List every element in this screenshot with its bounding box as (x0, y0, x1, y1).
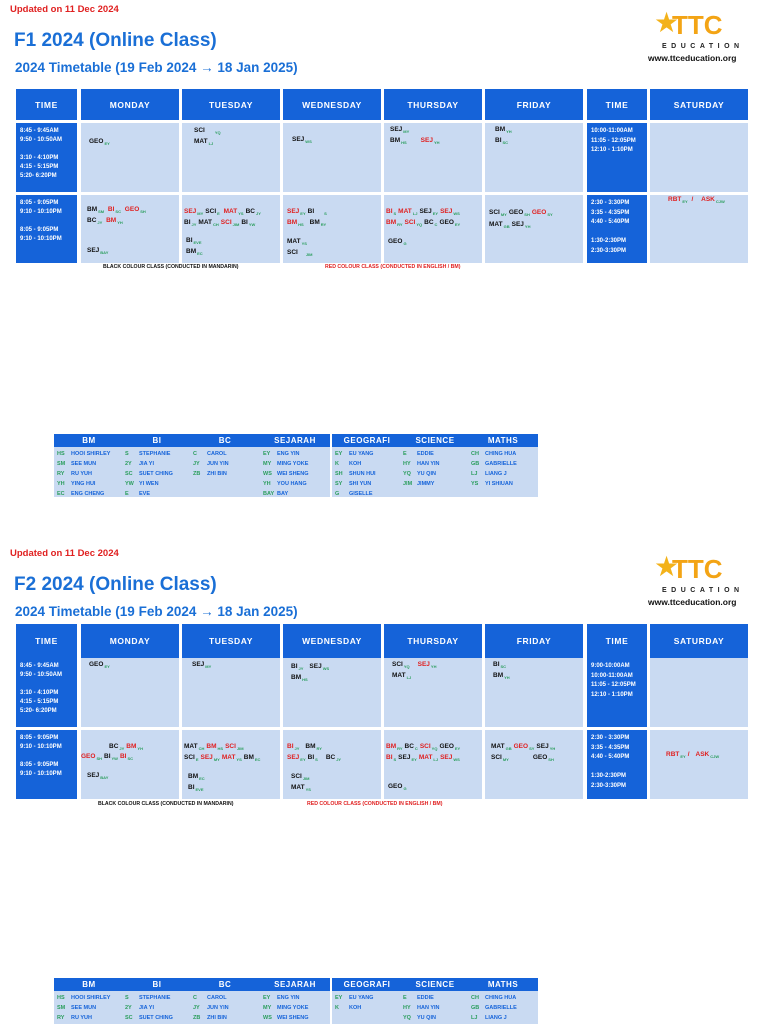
note-mandarin: BLACK COLOUR CLASS (CONDUCTED IN MANDARIN) (103, 264, 239, 270)
header-saturday: SATURDAY (650, 89, 748, 120)
header-time-sat: TIME (587, 89, 647, 120)
note-english-bm: RED COLOUR CLASS (CONDUCTED IN ENGLISH / BM) (307, 801, 443, 807)
header-tuesday: TUESDAY (182, 89, 280, 120)
legend-col-bi: BI S STEPHANIE 2Y JIA YI SC SUET CHING (122, 978, 192, 1024)
cell-sat-1 (650, 658, 748, 727)
note-mandarin: BLACK COLOUR CLASS (CONDUCTED IN MANDARIN) (98, 801, 234, 807)
note-english-bm: RED COLOUR CLASS (CONDUCTED IN ENGLISH / BM) (325, 264, 461, 270)
page-subtitle: 2024 Timetable (19 Feb 2024 → 18 Jan 2025) (15, 604, 298, 619)
header-time-sat: TIME (587, 624, 647, 658)
legend-col-science: SCIENCE E EDDIE HY HAN YIN YQ YU QIN (400, 978, 470, 1024)
legend-col-bc: BC C CAROL JY JUN YIN ZB ZHI BIN (190, 978, 260, 1024)
cell-mon-2: $BM_{SM}$ $BI_{SC}$ $GEO_{SH}$ $BC_{JY}$ $BM_{YH}$ $SEJ_{BAY}$ (81, 195, 179, 263)
cell-wed-2: $BI_{JY}$ $BM_{RY}$ $SEJ_{EY}$ $BI_S$ $BC_{JY}$ $SCI_{JIM}$ $MAT_{YS}$ (283, 730, 381, 799)
header-thursday: THURSDAY (384, 624, 482, 658)
header-time: TIME (16, 89, 77, 120)
legend-col-science: SCIENCE E EDDIE HY HAN YIN YQ YU QIN JIM JIMMY (400, 434, 470, 497)
cell-thu-1: $SCI_{YQ}$ $SEJ_{YH}$ $MAT_{LJ}$ (384, 658, 482, 727)
header-wednesday: WEDNESDAY (283, 624, 381, 658)
legend-col-geografi: GEOGRAFI EY EU YANG K KOH SH SHUN HUI SY SHI YUN G GISELLE (332, 434, 402, 497)
page-title: F1 2024 (Online Class) (14, 30, 217, 51)
cell-wed-1: $SEJ_{WS}$ (283, 123, 381, 192)
logo-text: TTC (672, 10, 723, 40)
logo-text: TTC (672, 554, 723, 584)
updated-date: Updated on 11 Dec 2024 (10, 4, 119, 15)
updated-date: Updated on 11 Dec 2024 (10, 548, 119, 559)
sat-time-slot-morning: 9:00-10:00AM 10:00-11:00AM 11:05 - 12:05PM 12:10 - 1:10PM (587, 658, 647, 727)
page-title: F2 2024 (Online Class) (14, 574, 217, 595)
header-saturday: SATURDAY (650, 624, 748, 658)
cell-tue-1: SCI $_{YQ}$ $MAT_{LJ}$ (182, 123, 280, 192)
header-wednesday: WEDNESDAY (283, 89, 381, 120)
cell-sat-2: $RBT_{EY} / ASK_{CJW}$ (650, 730, 748, 799)
legend-col-bi: BI S STEPHANIE 2Y JIA YI SC SUET CHING YW YI WEN E EVE (122, 434, 192, 497)
header-friday: FRIDAY (485, 624, 583, 658)
legend-col-bc: BC C CAROL JY JUN YIN ZB ZHI BIN (190, 434, 260, 497)
legend-col-sejarah: SEJARAH EY ENG YIN MY MING YOKE WS WEI SHENG YH YOU HANG BAY BAY (260, 434, 330, 497)
header-tuesday: TUESDAY (182, 624, 280, 658)
timetable-section-f2 (0, 544, 768, 1024)
star-icon: ★ (654, 7, 680, 38)
logo-url: www.ttceducation.org (648, 53, 737, 63)
time-slot-evening: 8:05 - 9:05PM 9:10 - 10:10PM 8:05 - 9:05PM 9:10 - 10:10PM (16, 730, 77, 799)
cell-tue-2: $MAT_{CH}$ $BM_{HS}$ $SCI_{JIM}$ $SCI_E$ $SEJ_{MY}$ $MAT_{YS}$ $BM_{EC}$ $BM_{EC}$ $BI_{EVE}$ (182, 730, 280, 799)
ttc-logo (648, 552, 760, 610)
cell-wed-1: $BI_{JY}$ $SEJ_{WS}$ $BM_{HS}$ (283, 658, 381, 727)
cell-fri-1: $BM_{YH}$ $BI_{SC}$ (485, 123, 583, 192)
cell-thu-2: $BI_S$ $MAT_{LJ}$ $SEJ_{EY}$ $SEJ_{WS}$ $BM_{RY}$ $SCI_{YQ}$ $BC_C$ $GEO_{EY}$ $GEO_G$ (384, 195, 482, 263)
sat-time-slot-morning: 10:00-11:00AM 11:05 - 12:05PM 12:10 - 1:10PM (587, 123, 647, 192)
header-monday: MONDAY (81, 624, 179, 658)
time-slot-morning: 8:45 - 9:45AM 9:50 - 10:50AM 3:10 - 4:10PM 4:15 - 5:15PM 5:20- 6:20PM (16, 123, 77, 192)
cell-sat-2: $RBT_{EY} / ASK_{CJW}$ (650, 195, 748, 263)
sat-time-slot-afternoon: 2:30 - 3:30PM 3:35 - 4:35PM 4:40 - 5:40PM 1:30-2:30PM 2:30-3:30PM (587, 195, 647, 263)
cell-thu-2: $BM_{RY}$ $BC_C$ $SCI_{YQ}$ $GEO_{EY}$ $BI_S$ $SEJ_{EY}$ $MAT_{LJ}$ $SEJ_{WS}$ $GEO_G$ (384, 730, 482, 799)
header-time: TIME (16, 624, 77, 658)
legend-col-maths: MATHS CH CHING HUA GB GABRIELLE LJ LIANG J YS YI SHIUAN (468, 434, 538, 497)
legend-col-geografi: GEOGRAFI EY EU YANG K KOH (332, 978, 402, 1024)
star-icon: ★ (654, 551, 680, 582)
header-friday: FRIDAY (485, 89, 583, 120)
header-monday: MONDAY (81, 89, 179, 120)
cell-fri-2: $SCI_{MY}$ $GEO_{SH}$ $GEO_{SY}$ $MAT_{GB}$ $SEJ_{YH}$ (485, 195, 583, 263)
time-slot-evening: 8:05 - 9:05PM 9:10 - 10:10PM 8:05 - 9:05PM 9:10 - 10:10PM (16, 195, 77, 263)
cell-thu-1: $SEJ_{MY}$ $BM_{HS}$ $SEJ_{YH}$ (384, 123, 482, 192)
cell-tue-1: $SEJ_{MY}$ (182, 658, 280, 727)
time-slot-morning: 8:45 - 9:45AM 9:50 - 10:50AM 3:10 - 4:10PM 4:15 - 5:15PM 5:20- 6:20PM (16, 658, 77, 727)
legend-col-maths: MATHS CH CHING HUA GB GABRIELLE LJ LIANG J (468, 978, 538, 1024)
header-thursday: THURSDAY (384, 89, 482, 120)
cell-mon-2: $BC_{JY}$ $BM_{YH}$ $GEO_{SH}$ $BI_{YW}$ $BI_{SC}$ $SEJ_{BAY}$ (81, 730, 179, 799)
sat-time-slot-afternoon: 2:30 - 3:30PM 3:35 - 4:35PM 4:40 - 5:40PM 1:30-2:30PM 2:30-3:30PM (587, 730, 647, 799)
legend-col-sejarah: SEJARAH EY ENG YIN MY MING YOKE WS WEI SHENG (260, 978, 330, 1024)
logo-education: EDUCATION (662, 587, 744, 594)
cell-wed-2: $SEJ_{EY}$ BI $_S$ $BM_{HS}$ $BM_{RY}$ $MAT_{YS}$ SCI $_{JIM}$ (283, 195, 381, 263)
logo-url: www.ttceducation.org (648, 597, 737, 607)
cell-sat-1 (650, 123, 748, 192)
cell-tue-2: $SEJ_{MY}$ $SCI_E$ $MAT_{YS}$ $BC_{JY}$ $BI_{JY}$ $MAT_{CH}$ $SCI_{JIM}$ $BI_{YW}$ $BI_{EVE}$ $BM_{EC}$ (182, 195, 280, 263)
cell-fri-2: $MAT_{GB}$ $GEO_{SY}$ $SEJ_{YH}$ $SCI_{MY}$ $GEO_{SH}$ (485, 730, 583, 799)
legend-col-bm: BM HS HOOI SHIRLEY SM SEE MUN RY RU YUH YH YING HUI EC ENG CHENG (54, 434, 124, 497)
cell-fri-1: $BI_{SC}$ $BM_{YH}$ (485, 658, 583, 727)
legend-col-bm: BM HS HOOI SHIRLEY SM SEE MUN RY RU YUH (54, 978, 124, 1024)
ttc-logo (648, 8, 760, 66)
logo-education: EDUCATION (662, 43, 744, 50)
page-subtitle: 2024 Timetable (19 Feb 2024 → 18 Jan 2025) (15, 60, 298, 75)
cell-mon-1: $GEO_{EY}$ (81, 658, 179, 727)
cell-mon-1: $GEO_{EY}$ (81, 123, 179, 192)
